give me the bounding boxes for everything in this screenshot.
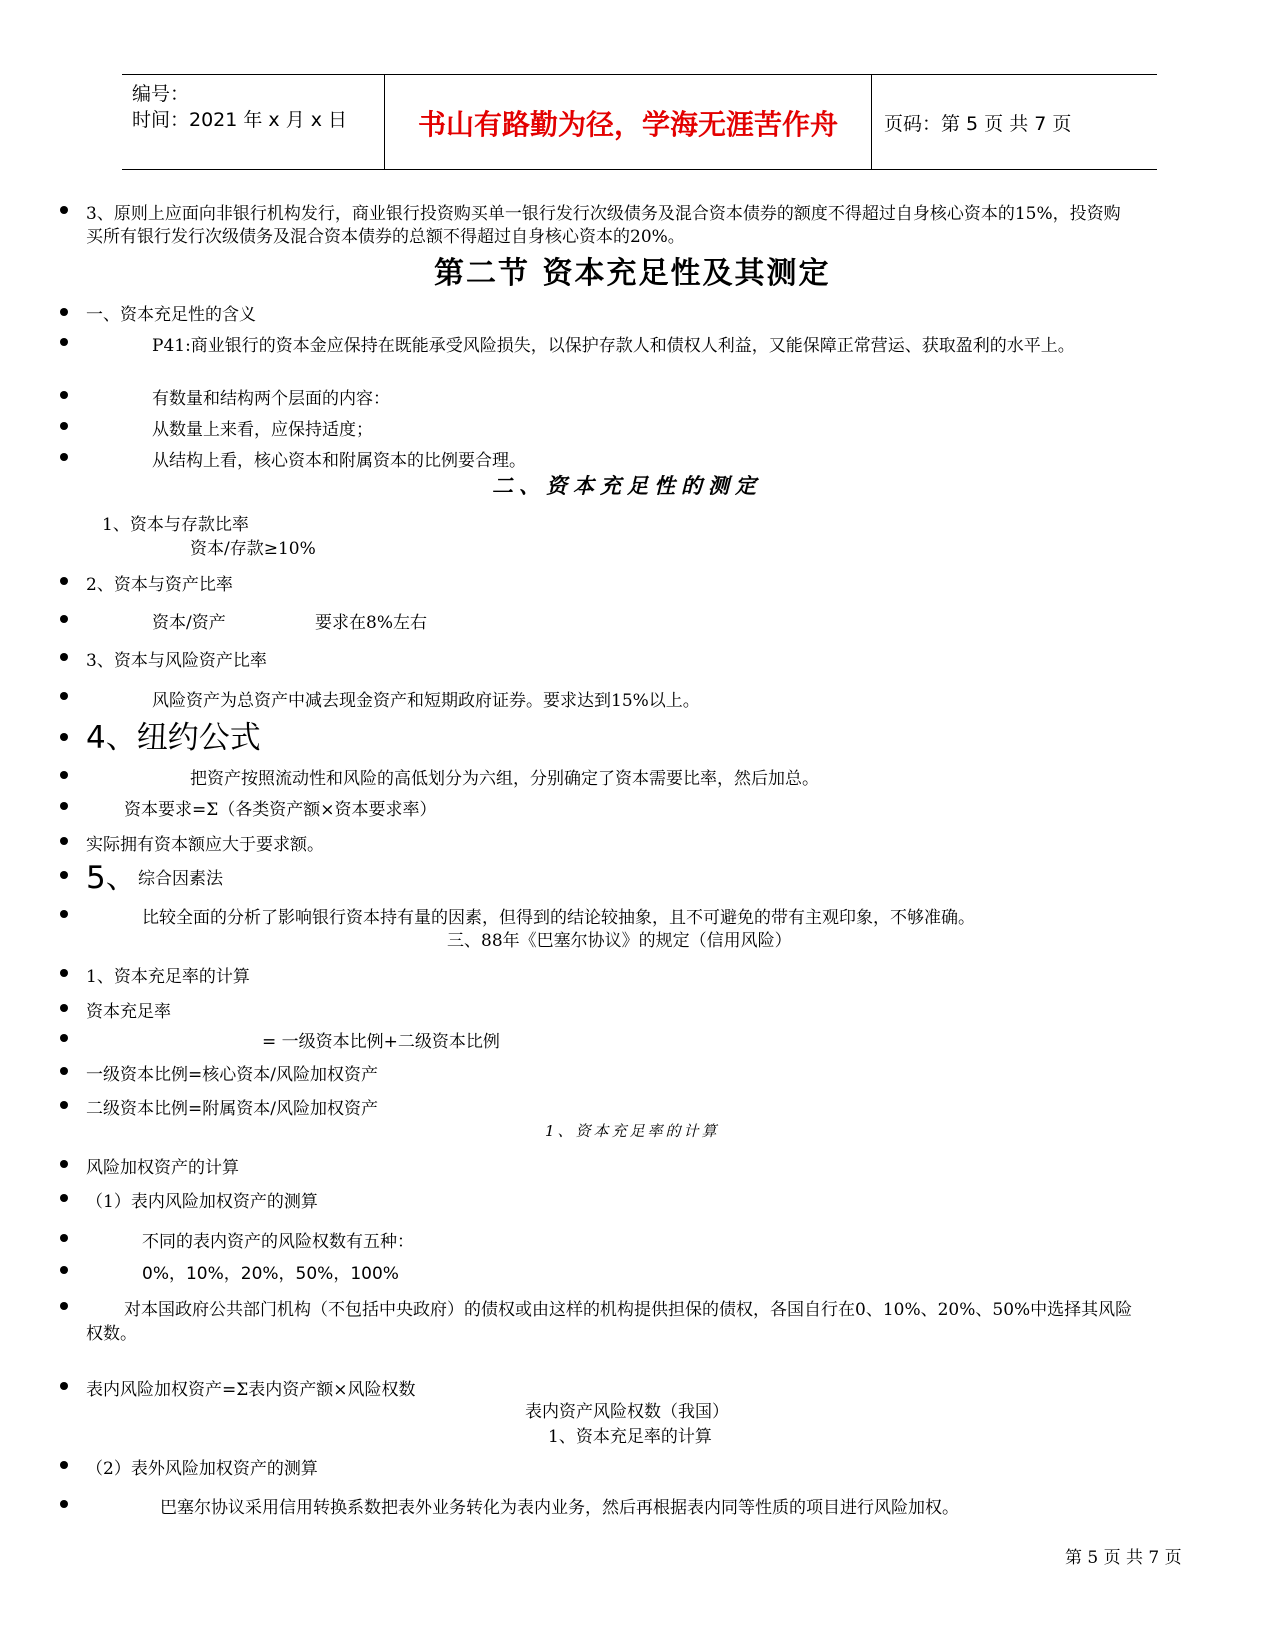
part3-heading: 三、88年《巴塞尔协议》的规定（信用风险） bbox=[447, 931, 792, 951]
bullet-icon bbox=[60, 969, 68, 977]
footer-page-number: 第 5 页 共 7 页 bbox=[1065, 1548, 1182, 1568]
bullet-icon bbox=[60, 1160, 68, 1168]
intro-line-1: 3、原则上应面向非银行机构发行，商业银行投资购买单一银行发行次级债务及混合资本债券的额度不得超过自身核心资本的15%，投资购 bbox=[86, 204, 1121, 224]
item5-number: 5、 bbox=[86, 860, 137, 896]
bullet-icon bbox=[60, 308, 68, 316]
document-number-label: 编号： bbox=[132, 83, 190, 105]
header-motto: 书山有路勤为径，学海无涯苦作舟 bbox=[417, 108, 838, 141]
document-time-label: 时间：2021 年 x 月 x 日 bbox=[132, 109, 348, 131]
bullet-icon bbox=[60, 1067, 68, 1075]
bullet-icon bbox=[60, 1461, 68, 1469]
bullet-icon bbox=[60, 453, 68, 461]
bullet-icon bbox=[60, 733, 68, 741]
onbs-title: （1）表内风险加权资产的测算 bbox=[86, 1192, 318, 1212]
part2-heading: 二、资本充足性的测定 bbox=[492, 473, 762, 498]
item1-title: 1、资本与存款比率 bbox=[102, 515, 249, 535]
caption-calc-1: 1、资本充足率的计算 bbox=[545, 1122, 720, 1140]
item2-formula: 资本/资产 bbox=[152, 613, 226, 633]
bullet-icon bbox=[60, 577, 68, 585]
bullet-icon bbox=[60, 206, 68, 214]
bullet-icon bbox=[60, 1034, 68, 1042]
tier1-formula: 一级资本比例=核心资本/风险加权资产 bbox=[86, 1065, 378, 1085]
bullet-icon bbox=[60, 1266, 68, 1274]
bullet-icon bbox=[60, 1101, 68, 1109]
rwa-calc-title: 风险加权资产的计算 bbox=[86, 1158, 239, 1178]
bullet-icon bbox=[60, 837, 68, 845]
item4-title: 4、纽约公式 bbox=[86, 720, 261, 756]
bullet-icon bbox=[60, 338, 68, 346]
part1-levels: 有数量和结构两个层面的内容： bbox=[152, 389, 390, 409]
header-page-cell bbox=[872, 75, 1157, 169]
section-title: 第二节 资本充足性及其测定 bbox=[434, 256, 831, 291]
bullet-icon bbox=[60, 422, 68, 430]
item3-desc: 风险资产为总资产中减去现金资产和短期政府证券。要求达到15%以上。 bbox=[152, 691, 700, 711]
bullet-icon bbox=[60, 692, 68, 700]
item1-formula: 资本/存款≥10% bbox=[190, 539, 316, 559]
part1-p41: P41:商业银行的资本金应保持在既能承受风险损失，以保护存款人和债权人利益，又能保障正常营运、获取盈利的水平上。 bbox=[152, 336, 1075, 356]
header-info-cell bbox=[122, 75, 385, 169]
item3-title: 3、资本与风险资产比率 bbox=[86, 651, 267, 671]
tier2-formula: 二级资本比例=附属资本/风险加权资产 bbox=[86, 1099, 378, 1119]
item4-desc: 把资产按照流动性和风险的高低划分为六组，分别确定了资本需要比率，然后加总。 bbox=[190, 769, 819, 789]
bullet-icon bbox=[60, 910, 68, 918]
bullet-icon bbox=[60, 1004, 68, 1012]
document-header bbox=[122, 74, 1157, 170]
item5-title: 综合因素法 bbox=[138, 869, 223, 889]
bullet-icon bbox=[60, 615, 68, 623]
bullet-icon bbox=[60, 771, 68, 779]
part1-heading: 一、资本充足性的含义 bbox=[86, 305, 256, 325]
calc-title: 1、资本充足率的计算 bbox=[86, 967, 250, 987]
header-page-label: 页码：第 5 页 共 7 页 bbox=[884, 113, 1072, 135]
item4-note: 实际拥有资本额应大于要求额。 bbox=[86, 835, 324, 855]
item2-requirement: 要求在8%左右 bbox=[315, 613, 427, 633]
offbs-desc: 巴塞尔协议采用信用转换系数把表外业务转化为表内业务，然后再根据表内同等性质的项目进行风险加权。 bbox=[160, 1498, 959, 1518]
caption-onbs-weights: 表内资产风险权数（我国） bbox=[525, 1402, 729, 1422]
bullet-icon bbox=[60, 871, 68, 879]
intro-line-2: 买所有银行发行次级债务及混合资本债券的总额不得超过自身核心资本的20%。 bbox=[86, 227, 685, 247]
bullet-icon bbox=[60, 1194, 68, 1202]
weights-list: 0%，10%，20%，50%，100% bbox=[142, 1264, 399, 1284]
onbs-formula: 表内风险加权资产=Σ表内资产额×风险权数 bbox=[86, 1380, 416, 1400]
bullet-icon bbox=[60, 1302, 68, 1310]
gov-line-2: 权数。 bbox=[86, 1324, 137, 1344]
item2-title: 2、资本与资产比率 bbox=[86, 575, 233, 595]
bullet-icon bbox=[60, 1382, 68, 1390]
ratio-formula: = 一级资本比例+二级资本比例 bbox=[262, 1032, 500, 1052]
offbs-title: （2）表外风险加权资产的测算 bbox=[86, 1459, 318, 1479]
item5-desc: 比较全面的分析了影响银行资本持有量的因素，但得到的结论较抽象，且不可避免的带有主观印象，不够准确。 bbox=[142, 908, 975, 928]
ratio-label: 资本充足率 bbox=[86, 1002, 171, 1022]
bullet-icon bbox=[60, 802, 68, 810]
bullet-icon bbox=[60, 1234, 68, 1242]
five-weights: 不同的表内资产的风险权数有五种： bbox=[142, 1232, 414, 1252]
bullet-icon bbox=[60, 1500, 68, 1508]
header-motto-cell bbox=[385, 75, 872, 169]
bullet-icon bbox=[60, 653, 68, 661]
bullet-icon bbox=[60, 391, 68, 399]
caption-calc-2: 1、资本充足率的计算 bbox=[548, 1427, 712, 1447]
item4-formula: 资本要求=Σ（各类资产额×资本要求率） bbox=[124, 800, 437, 820]
part1-structure: 从结构上看，核心资本和附属资本的比例要合理。 bbox=[152, 451, 526, 471]
part1-quantity: 从数量上来看，应保持适度； bbox=[152, 420, 373, 440]
gov-line-1: 对本国政府公共部门机构（不包括中央政府）的债权或由这样的机构提供担保的债权，各国自行在0、10%、20%、50%中选择其风险 bbox=[124, 1300, 1133, 1320]
